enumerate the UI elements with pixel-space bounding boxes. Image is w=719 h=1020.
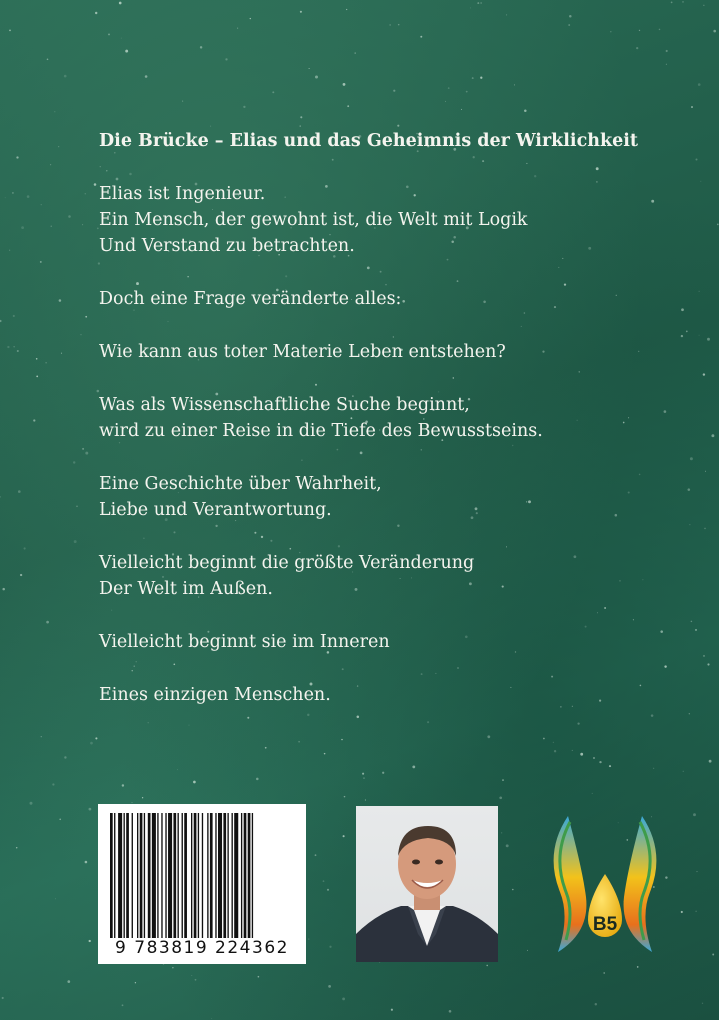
blurb-paragraph xyxy=(99,629,699,655)
blurb-paragraph xyxy=(99,550,699,602)
barcode-icon xyxy=(110,813,296,938)
blurb-paragraph xyxy=(99,392,699,444)
blurb-line: Der Welt im Außen. xyxy=(99,579,273,599)
logo-label: B5 xyxy=(592,914,618,935)
flame-drop-logo xyxy=(550,812,660,962)
blurb-line: wird zu einer Reise in die Tiefe des Bewusstseins. xyxy=(99,421,543,441)
blurb-line: Was als Wissenschaftliche Suche beginnt, xyxy=(99,395,470,415)
blurb-line: Doch eine Frage veränderte alles: xyxy=(99,289,402,309)
blurb-paragraph xyxy=(99,339,699,365)
blurb-paragraph xyxy=(99,181,699,259)
blurb-paragraph xyxy=(99,682,699,708)
blurb-line: Elias ist Ingenieur. xyxy=(99,184,266,204)
blurb-line: Vielleicht beginnt sie im Inneren xyxy=(99,632,390,652)
book-title: Die Brücke – Elias und das Geheimnis der Wirklichkeit xyxy=(99,131,638,151)
author-portrait xyxy=(356,806,498,962)
blurb-line: Ein Mensch, der gewohnt ist, die Welt mit Logik xyxy=(99,210,528,230)
blurb-paragraphs xyxy=(99,181,699,708)
back-cover-text xyxy=(99,128,699,735)
blurb-line: Vielleicht beginnt die größte Veränderung xyxy=(99,553,475,573)
isbn-barcode xyxy=(98,804,306,964)
blurb-line: Und Verstand zu betrachten. xyxy=(99,236,355,256)
blurb-line: Eines einzigen Menschen. xyxy=(99,685,331,705)
isbn-number: 9 783819 224362 xyxy=(115,938,289,958)
blurb-line: Liebe und Verantwortung. xyxy=(99,500,332,520)
blurb-line: Eine Geschichte über Wahrheit, xyxy=(99,474,382,494)
blurb-line: Wie kann aus toter Materie Leben entstehen? xyxy=(99,342,506,362)
blurb-paragraph xyxy=(99,286,699,312)
blurb-paragraph xyxy=(99,471,699,523)
